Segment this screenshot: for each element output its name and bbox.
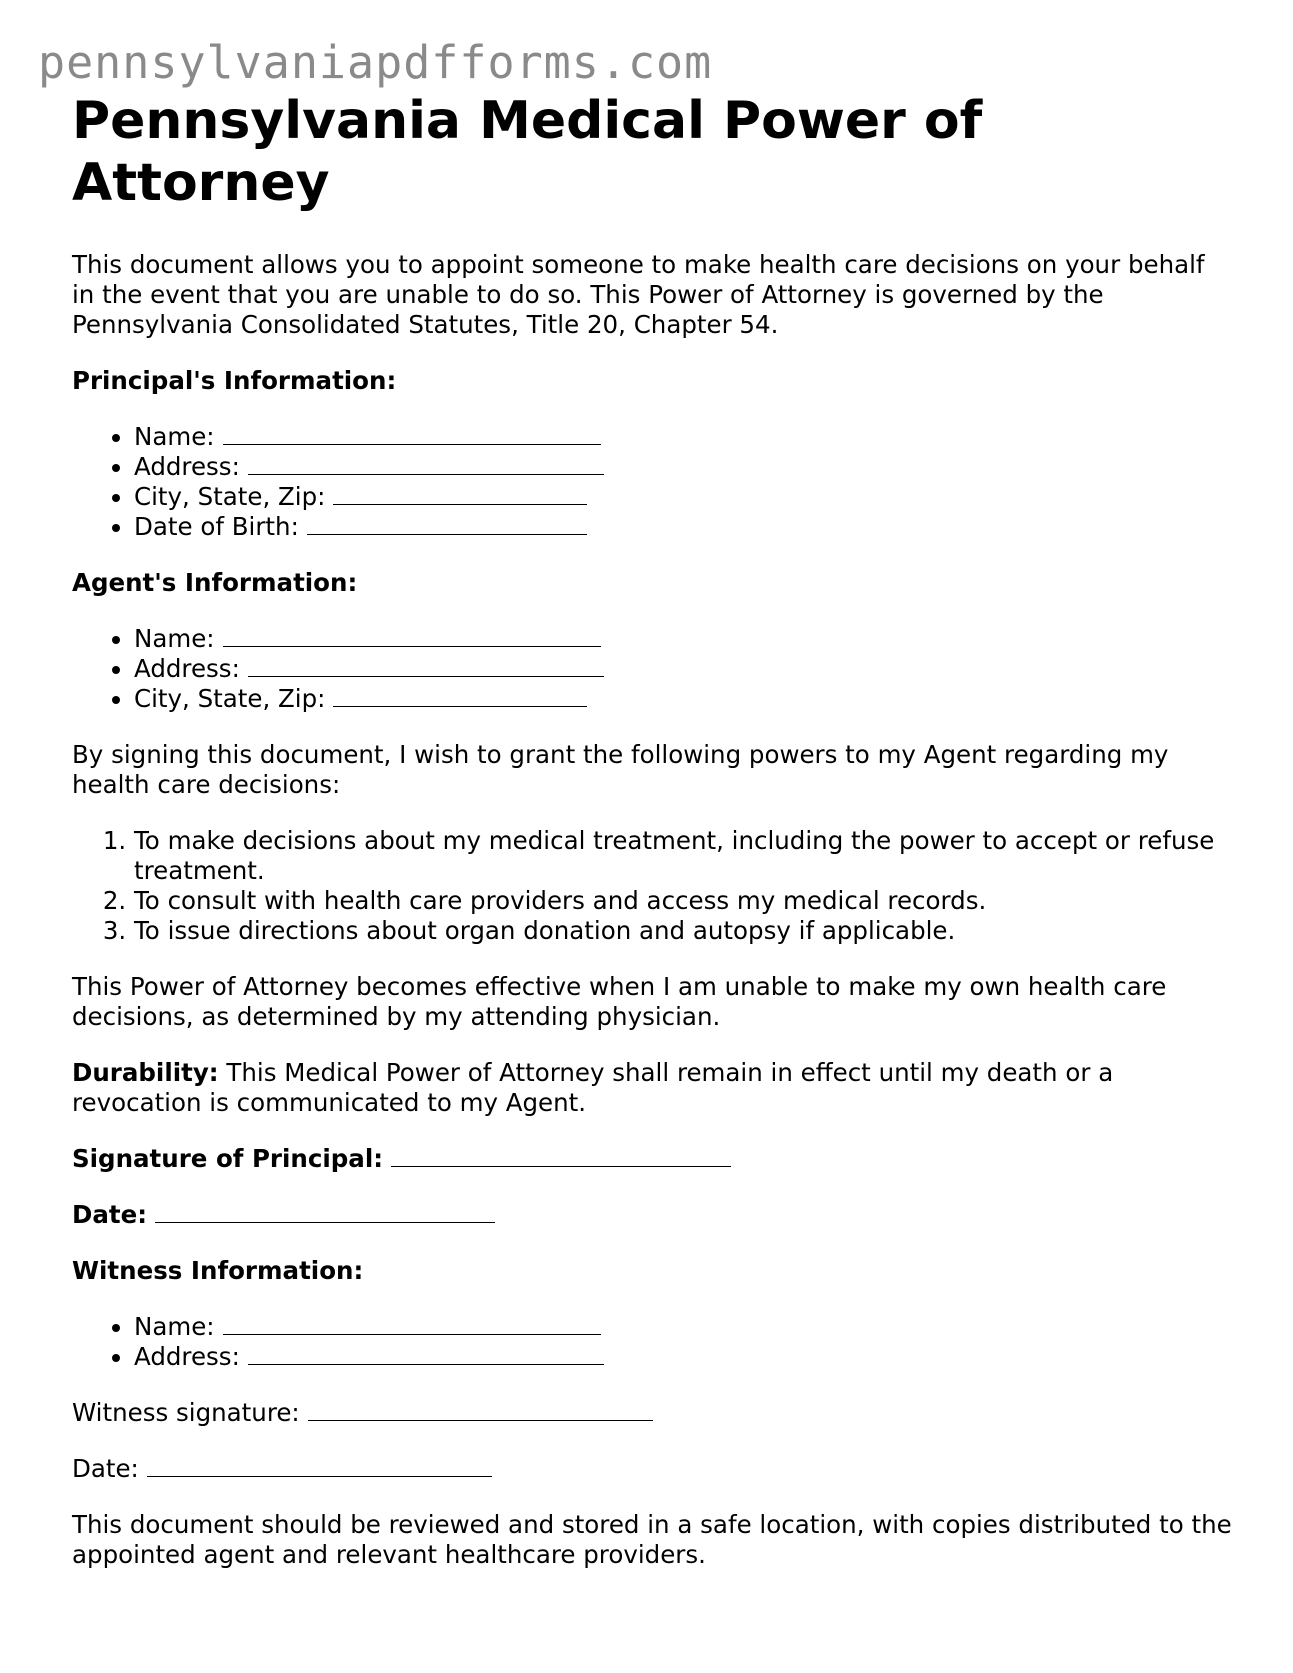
agent-name-field: • Name: [134,624,1232,654]
agent-address-blank[interactable] [248,654,604,677]
witness-address-field: • Address: [134,1342,1232,1372]
site-watermark: pennsylvaniapdfforms.com [38,36,713,89]
agent-fields [72,624,1232,714]
intro-paragraph: This document allows you to appoint someone to make health care decisions on your behalf in the event that you are unable to do so. This Power of Attorney is governed by the Pennsylvania Consolidated Statutes, Title 20, Chapter 54. [72,250,1205,339]
principal-name-blank[interactable] [223,422,601,445]
power-item: 3. To issue directions about organ donation and autopsy if applicable. [134,916,1232,946]
witness-name-field: • Name: [134,1312,1232,1342]
document-title: Pennsylvania Medical Power of Attorney [72,91,983,213]
principal-dob-field: • Date of Birth: [134,512,1232,542]
agent-heading: Agent's Information: [72,568,358,597]
witness-date-line: Date: [72,1454,1232,1484]
witness-date-blank[interactable] [147,1454,492,1477]
power-item: 2. To consult with health care providers and access my medical records. [134,886,1232,916]
witness-heading: Witness Information: [72,1256,364,1285]
witness-name-blank[interactable] [223,1312,601,1335]
power-item: 1. To make decisions about my medical treatment, including the power to accept or refuse treatment. [134,826,1232,886]
principal-date-blank[interactable] [155,1200,495,1223]
agent-name-blank[interactable] [223,624,601,647]
principal-signature-blank[interactable] [391,1144,731,1167]
principal-city-field: • City, State, Zip: [134,482,1232,512]
witness-signature-line: Witness signature: [72,1398,1232,1428]
principal-heading: Principal's Information: [72,366,397,395]
principal-address-blank[interactable] [248,452,604,475]
powers-list [72,826,1232,946]
witness-address-blank[interactable] [248,1342,604,1365]
durability-text: This Medical Power of Attorney shall remain in effect until my death or a revocation is communicated to my Agent. [72,1058,1114,1117]
closing-paragraph: This document should be reviewed and stored in a safe location, with copies distributed to the appointed agent and relevant healthcare providers. [72,1510,1232,1569]
powers-intro: By signing this document, I wish to grant the following powers to my Agent regarding my health care decisions: [72,740,1169,799]
witness-fields [72,1312,1232,1372]
principal-date-line: Date: [72,1200,1232,1230]
witness-signature-blank[interactable] [308,1398,653,1421]
principal-signature-line: Signature of Principal: [72,1144,1232,1174]
principal-address-field: • Address: [134,452,1232,482]
agent-address-field: • Address: [134,654,1232,684]
principal-city-blank[interactable] [333,482,587,505]
principal-name-field: • Name: [134,422,1232,452]
principal-fields [72,422,1232,542]
principal-dob-blank[interactable] [307,512,587,535]
agent-city-blank[interactable] [333,684,587,707]
durability-paragraph [72,1058,1232,1118]
document-page [72,90,1232,1596]
durability-label: Durability: [72,1058,219,1087]
agent-city-field: • City, State, Zip: [134,684,1232,714]
effective-paragraph: This Power of Attorney becomes effective when I am unable to make my own health care decisions, as determined by my attending physician. [72,972,1167,1031]
